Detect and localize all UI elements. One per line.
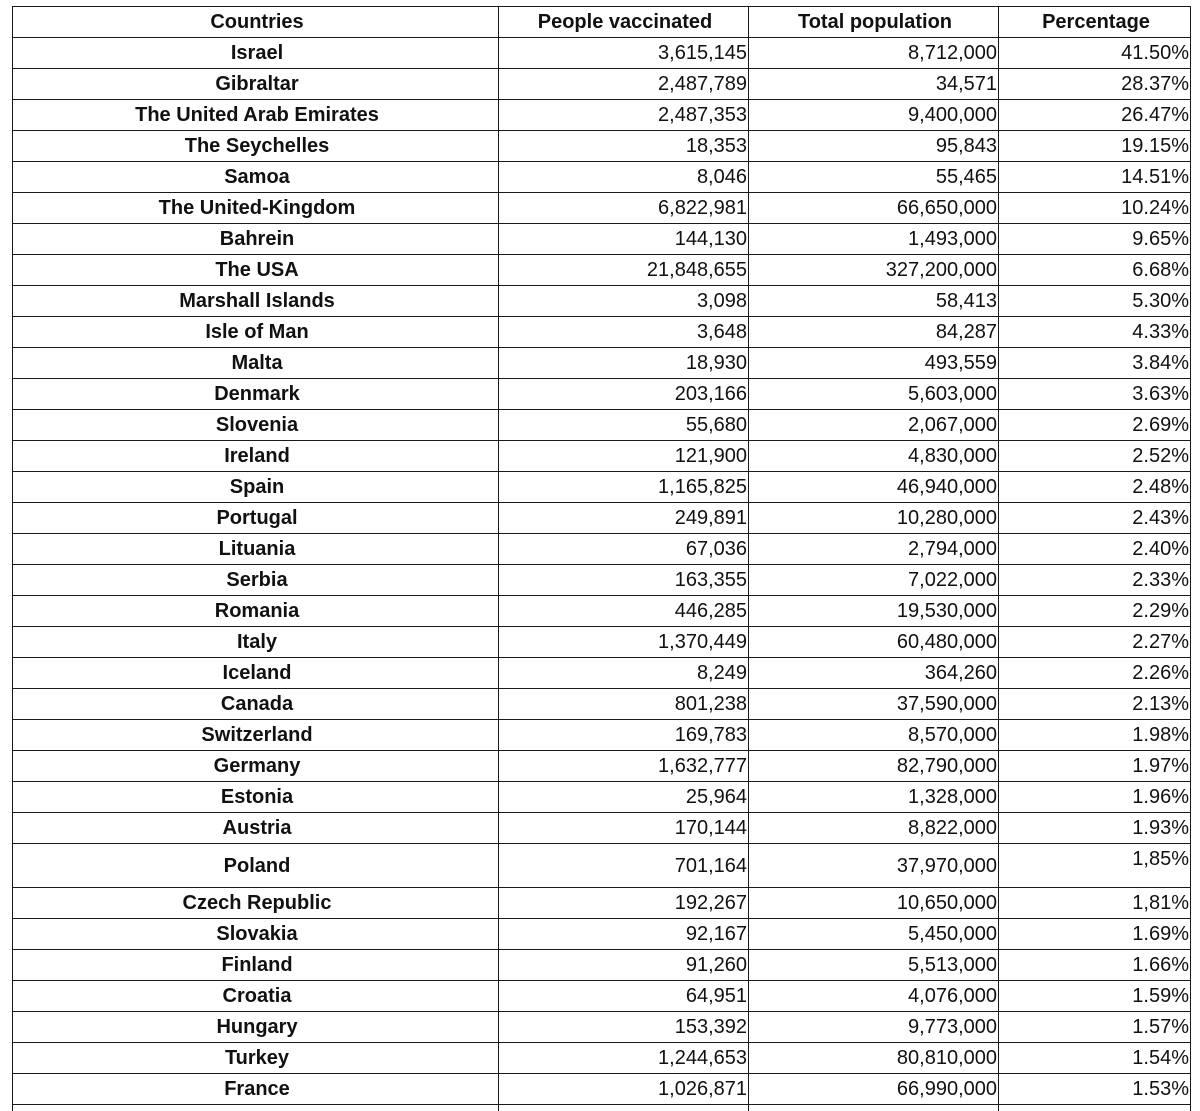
percentage-cell: 1.59% bbox=[999, 981, 1191, 1012]
country-cell: The United-Kingdom bbox=[13, 193, 499, 224]
table-row bbox=[13, 658, 1191, 689]
header-countries: Countries bbox=[13, 7, 499, 38]
percentage-cell: 26.47% bbox=[999, 100, 1191, 131]
people-vaccinated-cell: 92,167 bbox=[499, 919, 749, 950]
country-cell: Finland bbox=[13, 950, 499, 981]
people-vaccinated-cell: 3,615,145 bbox=[499, 38, 749, 69]
total-population-cell: 58,413 bbox=[749, 286, 999, 317]
people-vaccinated-cell: 170,144 bbox=[499, 813, 749, 844]
country-cell: Spain bbox=[13, 472, 499, 503]
total-population-cell: 8,822,000 bbox=[749, 813, 999, 844]
country-cell: Italy bbox=[13, 627, 499, 658]
country-cell: Switzerland bbox=[13, 720, 499, 751]
table-row bbox=[13, 981, 1191, 1012]
total-population-cell: 8,712,000 bbox=[749, 38, 999, 69]
total-population-cell: 34,571 bbox=[749, 69, 999, 100]
people-vaccinated-cell: 249,891 bbox=[499, 503, 749, 534]
table-row bbox=[13, 410, 1191, 441]
table-row bbox=[13, 472, 1191, 503]
total-population-cell: 2,067,000 bbox=[749, 410, 999, 441]
people-vaccinated-cell: 701,164 bbox=[499, 844, 749, 888]
table-row bbox=[13, 69, 1191, 100]
percentage-cell: 1.98% bbox=[999, 720, 1191, 751]
percentage-cell: 2.27% bbox=[999, 627, 1191, 658]
country-cell: Slovakia bbox=[13, 919, 499, 950]
total-population-cell: 10,650,000 bbox=[749, 888, 999, 919]
table-row bbox=[13, 950, 1191, 981]
table-row bbox=[13, 224, 1191, 255]
people-vaccinated-cell: 3,098 bbox=[499, 286, 749, 317]
percentage-cell: 1.96% bbox=[999, 782, 1191, 813]
percentage-cell: 1,85% bbox=[999, 844, 1191, 888]
table-row bbox=[13, 100, 1191, 131]
total-population-cell: 364,260 bbox=[749, 658, 999, 689]
table-row bbox=[13, 919, 1191, 950]
vaccination-table-container bbox=[12, 6, 1190, 1111]
total-population-cell: 5,513,000 bbox=[749, 950, 999, 981]
total-population-cell: 493,559 bbox=[749, 348, 999, 379]
table-row bbox=[13, 131, 1191, 162]
percentage-cell: 2.69% bbox=[999, 410, 1191, 441]
table-row bbox=[13, 888, 1191, 919]
header-people-vaccinated: People vaccinated bbox=[499, 7, 749, 38]
percentage-cell: 6.68% bbox=[999, 255, 1191, 286]
percentage-cell: 2.13% bbox=[999, 689, 1191, 720]
table-body bbox=[13, 38, 1191, 1111]
table-row bbox=[13, 720, 1191, 751]
total-population-cell: 37,590,000 bbox=[749, 689, 999, 720]
country-cell: Slovenia bbox=[13, 410, 499, 441]
country-cell: Canada bbox=[13, 689, 499, 720]
country-cell: Austria bbox=[13, 813, 499, 844]
table-row bbox=[13, 751, 1191, 782]
people-vaccinated-cell: 163,355 bbox=[499, 565, 749, 596]
header-total-population: Total population bbox=[749, 7, 999, 38]
percentage-cell: 2.40% bbox=[999, 534, 1191, 565]
country-cell: Czech Republic bbox=[13, 888, 499, 919]
people-vaccinated-cell: 192,267 bbox=[499, 888, 749, 919]
country-cell: France bbox=[13, 1074, 499, 1105]
total-population-cell: 55,465 bbox=[749, 162, 999, 193]
country-cell: Romania bbox=[13, 596, 499, 627]
table-row bbox=[13, 503, 1191, 534]
total-population-cell: 4,830,000 bbox=[749, 441, 999, 472]
people-vaccinated-cell: 1,370,449 bbox=[499, 627, 749, 658]
total-population-cell: 19,530,000 bbox=[749, 596, 999, 627]
percentage-cell: 2.29% bbox=[999, 596, 1191, 627]
total-population-cell: 95,843 bbox=[749, 131, 999, 162]
percentage-cell: 3.63% bbox=[999, 379, 1191, 410]
total-population-cell: 80,810,000 bbox=[749, 1043, 999, 1074]
table-row bbox=[13, 317, 1191, 348]
country-cell: Gibraltar bbox=[13, 69, 499, 100]
table-row bbox=[13, 348, 1191, 379]
people-vaccinated-cell: 1,632,777 bbox=[499, 751, 749, 782]
percentage-cell: 1.53% bbox=[999, 1074, 1191, 1105]
partial-cell bbox=[499, 1105, 749, 1111]
people-vaccinated-cell: 1,026,871 bbox=[499, 1074, 749, 1105]
total-population-cell: 66,650,000 bbox=[749, 193, 999, 224]
percentage-cell: 41.50% bbox=[999, 38, 1191, 69]
people-vaccinated-cell: 25,964 bbox=[499, 782, 749, 813]
people-vaccinated-cell: 2,487,789 bbox=[499, 69, 749, 100]
people-vaccinated-cell: 55,680 bbox=[499, 410, 749, 441]
table-row bbox=[13, 1074, 1191, 1105]
percentage-cell: 2.52% bbox=[999, 441, 1191, 472]
country-cell: Portugal bbox=[13, 503, 499, 534]
country-cell: The United Arab Emirates bbox=[13, 100, 499, 131]
table-row-partial bbox=[13, 1105, 1191, 1111]
percentage-cell: 3.84% bbox=[999, 348, 1191, 379]
people-vaccinated-cell: 8,249 bbox=[499, 658, 749, 689]
total-population-cell: 327,200,000 bbox=[749, 255, 999, 286]
people-vaccinated-cell: 203,166 bbox=[499, 379, 749, 410]
people-vaccinated-cell: 1,165,825 bbox=[499, 472, 749, 503]
total-population-cell: 9,773,000 bbox=[749, 1012, 999, 1043]
percentage-cell: 9.65% bbox=[999, 224, 1191, 255]
table-row bbox=[13, 627, 1191, 658]
table-row bbox=[13, 534, 1191, 565]
percentage-cell: 5.30% bbox=[999, 286, 1191, 317]
country-cell: Iceland bbox=[13, 658, 499, 689]
table-row bbox=[13, 1012, 1191, 1043]
total-population-cell: 9,400,000 bbox=[749, 100, 999, 131]
people-vaccinated-cell: 18,353 bbox=[499, 131, 749, 162]
percentage-cell: 1.54% bbox=[999, 1043, 1191, 1074]
table-row bbox=[13, 379, 1191, 410]
percentage-cell: 19.15% bbox=[999, 131, 1191, 162]
total-population-cell: 1,328,000 bbox=[749, 782, 999, 813]
percentage-cell: 1.69% bbox=[999, 919, 1191, 950]
country-cell: Marshall Islands bbox=[13, 286, 499, 317]
percentage-cell: 10.24% bbox=[999, 193, 1191, 224]
total-population-cell: 82,790,000 bbox=[749, 751, 999, 782]
percentage-cell: 1.93% bbox=[999, 813, 1191, 844]
people-vaccinated-cell: 91,260 bbox=[499, 950, 749, 981]
header-percentage: Percentage bbox=[999, 7, 1191, 38]
people-vaccinated-cell: 64,951 bbox=[499, 981, 749, 1012]
total-population-cell: 5,450,000 bbox=[749, 919, 999, 950]
people-vaccinated-cell: 121,900 bbox=[499, 441, 749, 472]
country-cell: Serbia bbox=[13, 565, 499, 596]
table-row bbox=[13, 162, 1191, 193]
people-vaccinated-cell: 18,930 bbox=[499, 348, 749, 379]
country-cell: Isle of Man bbox=[13, 317, 499, 348]
people-vaccinated-cell: 6,822,981 bbox=[499, 193, 749, 224]
percentage-cell: 2.26% bbox=[999, 658, 1191, 689]
country-cell: Hungary bbox=[13, 1012, 499, 1043]
country-cell: Estonia bbox=[13, 782, 499, 813]
people-vaccinated-cell: 144,130 bbox=[499, 224, 749, 255]
country-cell: Lituania bbox=[13, 534, 499, 565]
country-cell: Bahrein bbox=[13, 224, 499, 255]
people-vaccinated-cell: 21,848,655 bbox=[499, 255, 749, 286]
country-cell: Ireland bbox=[13, 441, 499, 472]
total-population-cell: 10,280,000 bbox=[749, 503, 999, 534]
total-population-cell: 8,570,000 bbox=[749, 720, 999, 751]
people-vaccinated-cell: 67,036 bbox=[499, 534, 749, 565]
country-cell: Turkey bbox=[13, 1043, 499, 1074]
total-population-cell: 37,970,000 bbox=[749, 844, 999, 888]
country-cell: Samoa bbox=[13, 162, 499, 193]
country-cell: Poland bbox=[13, 844, 499, 888]
percentage-cell: 1.57% bbox=[999, 1012, 1191, 1043]
people-vaccinated-cell: 2,487,353 bbox=[499, 100, 749, 131]
country-cell: The Seychelles bbox=[13, 131, 499, 162]
people-vaccinated-cell: 1,244,653 bbox=[499, 1043, 749, 1074]
people-vaccinated-cell: 8,046 bbox=[499, 162, 749, 193]
percentage-cell: 2.33% bbox=[999, 565, 1191, 596]
percentage-cell: 1.97% bbox=[999, 751, 1191, 782]
total-population-cell: 2,794,000 bbox=[749, 534, 999, 565]
partial-cell bbox=[13, 1105, 499, 1111]
percentage-cell: 2.43% bbox=[999, 503, 1191, 534]
total-population-cell: 1,493,000 bbox=[749, 224, 999, 255]
total-population-cell: 4,076,000 bbox=[749, 981, 999, 1012]
table-row bbox=[13, 844, 1191, 888]
percentage-cell: 28.37% bbox=[999, 69, 1191, 100]
table-row bbox=[13, 38, 1191, 69]
total-population-cell: 7,022,000 bbox=[749, 565, 999, 596]
table-row bbox=[13, 1043, 1191, 1074]
percentage-cell: 2.48% bbox=[999, 472, 1191, 503]
vaccination-table bbox=[12, 6, 1191, 1111]
country-cell: Israel bbox=[13, 38, 499, 69]
partial-cell bbox=[999, 1105, 1191, 1111]
people-vaccinated-cell: 3,648 bbox=[499, 317, 749, 348]
percentage-cell: 1.66% bbox=[999, 950, 1191, 981]
table-row bbox=[13, 782, 1191, 813]
table-row bbox=[13, 441, 1191, 472]
country-cell: Malta bbox=[13, 348, 499, 379]
country-cell: Germany bbox=[13, 751, 499, 782]
people-vaccinated-cell: 446,285 bbox=[499, 596, 749, 627]
total-population-cell: 5,603,000 bbox=[749, 379, 999, 410]
table-row bbox=[13, 286, 1191, 317]
total-population-cell: 60,480,000 bbox=[749, 627, 999, 658]
table-row bbox=[13, 596, 1191, 627]
partial-cell bbox=[749, 1105, 999, 1111]
total-population-cell: 46,940,000 bbox=[749, 472, 999, 503]
table-row bbox=[13, 813, 1191, 844]
total-population-cell: 84,287 bbox=[749, 317, 999, 348]
percentage-cell: 14.51% bbox=[999, 162, 1191, 193]
total-population-cell: 66,990,000 bbox=[749, 1074, 999, 1105]
table-row bbox=[13, 255, 1191, 286]
people-vaccinated-cell: 153,392 bbox=[499, 1012, 749, 1043]
people-vaccinated-cell: 169,783 bbox=[499, 720, 749, 751]
country-cell: Denmark bbox=[13, 379, 499, 410]
table-row bbox=[13, 565, 1191, 596]
percentage-cell: 1,81% bbox=[999, 888, 1191, 919]
table-header-row bbox=[13, 7, 1191, 38]
people-vaccinated-cell: 801,238 bbox=[499, 689, 749, 720]
table-row bbox=[13, 193, 1191, 224]
table-row bbox=[13, 689, 1191, 720]
country-cell: Croatia bbox=[13, 981, 499, 1012]
country-cell: The USA bbox=[13, 255, 499, 286]
percentage-cell: 4.33% bbox=[999, 317, 1191, 348]
